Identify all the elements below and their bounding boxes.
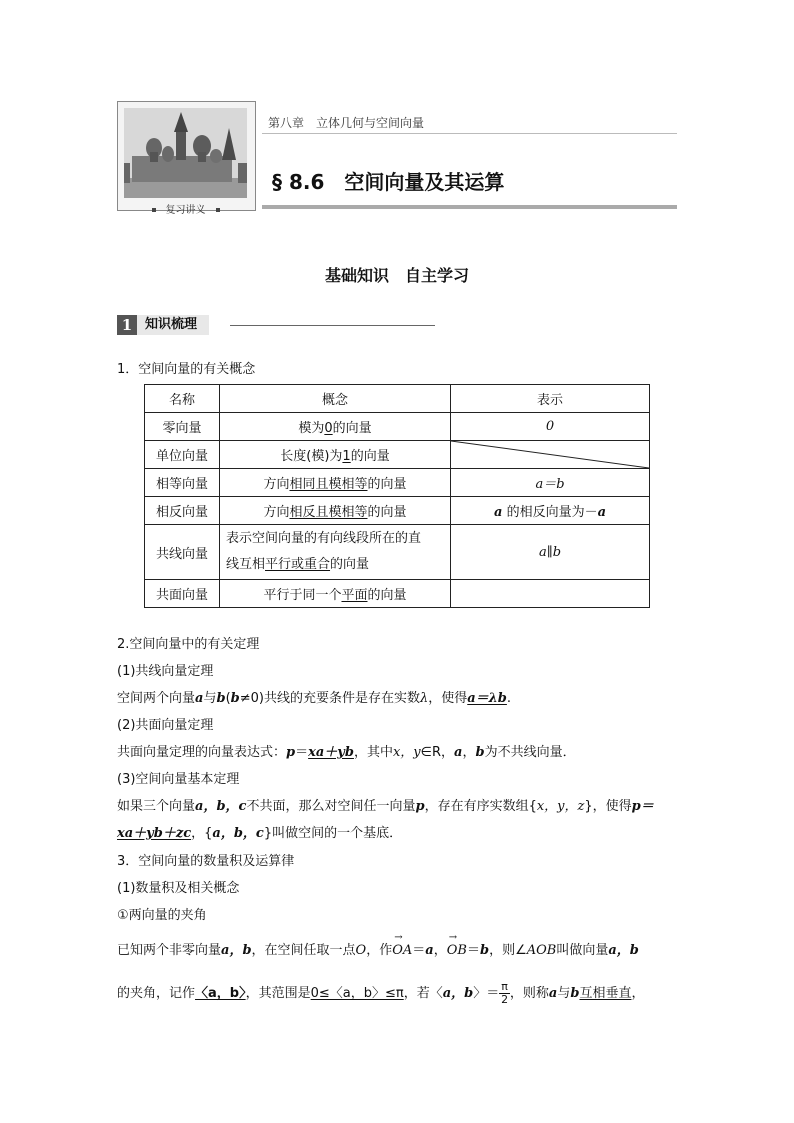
chapter-title: 第八章 立体几何与空间向量 (268, 116, 425, 130)
row-repr: a∥b (451, 525, 650, 580)
title-divider (262, 205, 677, 209)
s2-1-title: (1)共线向量定理 (117, 664, 214, 679)
text: ＝ (412, 943, 426, 958)
concept-post: 的向量 (350, 449, 390, 464)
text: ，{ (191, 826, 213, 841)
frame-label-text: 复习讲义 (165, 205, 206, 216)
text: ， (462, 745, 476, 760)
var-p: p (286, 745, 296, 760)
section-title: § 8.6 空间向量及其运算 (272, 170, 505, 194)
row-repr: 0 (451, 413, 650, 441)
text: 为不共线向量． (484, 745, 576, 760)
s3-1-title: (1)数量积及相关概念 (117, 881, 240, 896)
repr-mid: 的相反向量为－ (506, 505, 598, 520)
text: ，则∠ (489, 943, 527, 958)
s2-1-body (117, 687, 511, 706)
text: . (506, 691, 512, 706)
concept-pre: 方向 (263, 477, 290, 492)
concept-pre: 模为 (298, 421, 325, 436)
text: ，其中 (353, 745, 393, 760)
row-concept (220, 441, 451, 469)
concept-line2-post: 的向量 (330, 557, 370, 572)
s2-2-title: (2)共面向量定理 (117, 718, 214, 733)
var-b: b (230, 691, 240, 706)
concept-post: 的向量 (367, 588, 407, 603)
text: ，在空间任取一点 (251, 943, 356, 958)
concept-line1: 表示空间向量的有向线段所在的直 (226, 531, 422, 546)
section-number-badge: 1 (117, 315, 137, 335)
concept-post: 的向量 (367, 505, 407, 520)
row-name: 相反向量 (145, 497, 220, 525)
text: ，其范围是 (245, 986, 311, 1001)
row-name: 相等向量 (145, 469, 220, 497)
row-repr (451, 497, 650, 525)
text: 与 (557, 986, 571, 1001)
var-ab: a，b (608, 943, 639, 958)
text: 的夹角，记作 (117, 986, 196, 1001)
table-row (145, 497, 650, 525)
concepts-table (144, 384, 650, 608)
text: ， (433, 943, 447, 958)
numerator: π (501, 980, 508, 993)
cathedral-image (124, 108, 247, 198)
text: 空间两个向量 (117, 691, 196, 706)
text: ， (631, 986, 645, 1001)
var-xyz: x，y，z (536, 799, 585, 814)
s3-1a-title: ①两向量的夹角 (117, 908, 207, 923)
var-a: a (425, 943, 434, 958)
p-equals: p＝ (631, 799, 654, 814)
concept-pre: 长度(模)为 (280, 449, 343, 464)
text: 不共面，那么对空间任一向量 (246, 799, 416, 814)
var-b: b (479, 943, 490, 958)
row-concept (220, 413, 451, 441)
point-o: O (355, 943, 367, 958)
collinear-equation: a＝λb (467, 691, 507, 706)
text: 已知两个非零向量 (117, 943, 222, 958)
row-concept (220, 580, 451, 608)
var-abc: a，b，c (212, 826, 264, 841)
angle-aob: AOB (526, 943, 557, 958)
var-abc: a，b，c (195, 799, 247, 814)
chapter-divider (262, 133, 677, 134)
var-ab: a，b (221, 943, 252, 958)
vector-ob: → OB (447, 943, 467, 958)
concept-pre: 方向 (263, 505, 290, 520)
row-concept (220, 525, 451, 580)
table-header-name: 名称 (145, 385, 220, 413)
table-row (145, 413, 650, 441)
table-header-row (145, 385, 650, 413)
text: ，存在有序实数组{ (424, 799, 537, 814)
concept-underlined: 相反且模相等 (289, 505, 368, 520)
perpendicular-term: 互相垂直 (579, 986, 632, 1001)
text: ＝ (295, 745, 309, 760)
concept-post: 的向量 (332, 421, 372, 436)
text: ∈R， (420, 745, 455, 760)
text: 叫做向量 (556, 943, 609, 958)
s3-title: 3．空间向量的数量积及运算律 (117, 854, 295, 869)
row-concept (220, 497, 451, 525)
s2-3-body-line1 (117, 795, 654, 814)
row-name: 共面向量 (145, 580, 220, 608)
concept-pre: 平行于同一个 (263, 588, 342, 603)
table-row (145, 525, 650, 580)
text: ，若〈 (403, 986, 443, 1001)
table-header-repr: 表示 (451, 385, 650, 413)
table-header-concept: 概念 (220, 385, 451, 413)
fraction-pi-over-2 (499, 981, 510, 1006)
s3-body-line1 (117, 939, 639, 958)
s2-2-body (117, 741, 576, 760)
var-b: b (216, 691, 226, 706)
s1-title: 1．空间向量的有关概念 (117, 362, 256, 377)
concept-underlined: 1 (342, 449, 351, 464)
var-ab: a，b (442, 986, 474, 1001)
text: ，作 (366, 943, 393, 958)
var-a: a (195, 691, 204, 706)
chapter-photo-frame (117, 101, 256, 211)
row-repr-empty (451, 580, 650, 608)
text: 共面向量定理的向量表达式： (117, 745, 287, 760)
section-badge-label: 知识梳理 (137, 315, 209, 335)
concept-line2-underlined: 平行或重合 (265, 557, 331, 572)
row-repr-empty-diagonal (451, 441, 650, 469)
concept-post: 的向量 (367, 477, 407, 492)
concept-underlined: 相同且模相等 (289, 477, 368, 492)
var-a: a (454, 745, 463, 760)
text: ，则称 (509, 986, 549, 1001)
text: }，使得 (584, 799, 632, 814)
badge-divider (230, 325, 435, 326)
row-name: 共线向量 (145, 525, 220, 580)
text: 如果三个向量 (117, 799, 196, 814)
table-row (145, 469, 650, 497)
row-concept (220, 469, 451, 497)
text: 与 (203, 691, 217, 706)
var-lambda: λ (419, 691, 429, 706)
table-row (145, 441, 650, 469)
text: ≠0)共线的充要条件是存在实数 (239, 691, 420, 706)
var-b: b (475, 745, 485, 760)
concept-underlined: 平面 (341, 588, 368, 603)
coplanar-expression: xa＋yb (308, 745, 354, 760)
var-xy: x，y (392, 745, 421, 760)
diagonal-line (451, 441, 649, 468)
denominator: 2 (501, 993, 509, 1006)
var-a: a (548, 986, 558, 1001)
part-heading: 基础知识 自主学习 (324, 266, 469, 285)
concept-underlined: 0 (324, 421, 333, 436)
dot-left (152, 208, 156, 212)
row-name: 零向量 (145, 413, 220, 441)
repr-b: a (597, 505, 607, 520)
angle-notation: 〈a，b〉 (195, 986, 246, 1001)
text: 〉＝ (473, 986, 500, 1001)
dot-right (216, 208, 220, 212)
s2-3-body-line2 (117, 822, 402, 841)
angle-range: 0≤〈a，b〉≤π (310, 986, 404, 1001)
row-name: 单位向量 (145, 441, 220, 469)
s3-body-line2 (117, 981, 645, 1006)
s2-title: 2.空间向量中的有关定理 (117, 637, 260, 652)
row-repr: a＝b (451, 469, 650, 497)
text: ，使得 (428, 691, 468, 706)
concept-line2-pre: 线互相 (226, 557, 266, 572)
var-p: p (415, 799, 425, 814)
table-row (145, 580, 650, 608)
basis-expression: xa＋yb＋zc (117, 826, 192, 841)
text: }叫做空间的一个基底． (263, 826, 403, 841)
vector-oa: → OA (392, 943, 412, 958)
s2-3-title: (3)空间向量基本定理 (117, 772, 240, 787)
frame-label (117, 201, 254, 216)
var-b: b (570, 986, 580, 1001)
repr-a: a (493, 505, 503, 520)
text: ( (225, 691, 231, 706)
text: ＝ (466, 943, 480, 958)
